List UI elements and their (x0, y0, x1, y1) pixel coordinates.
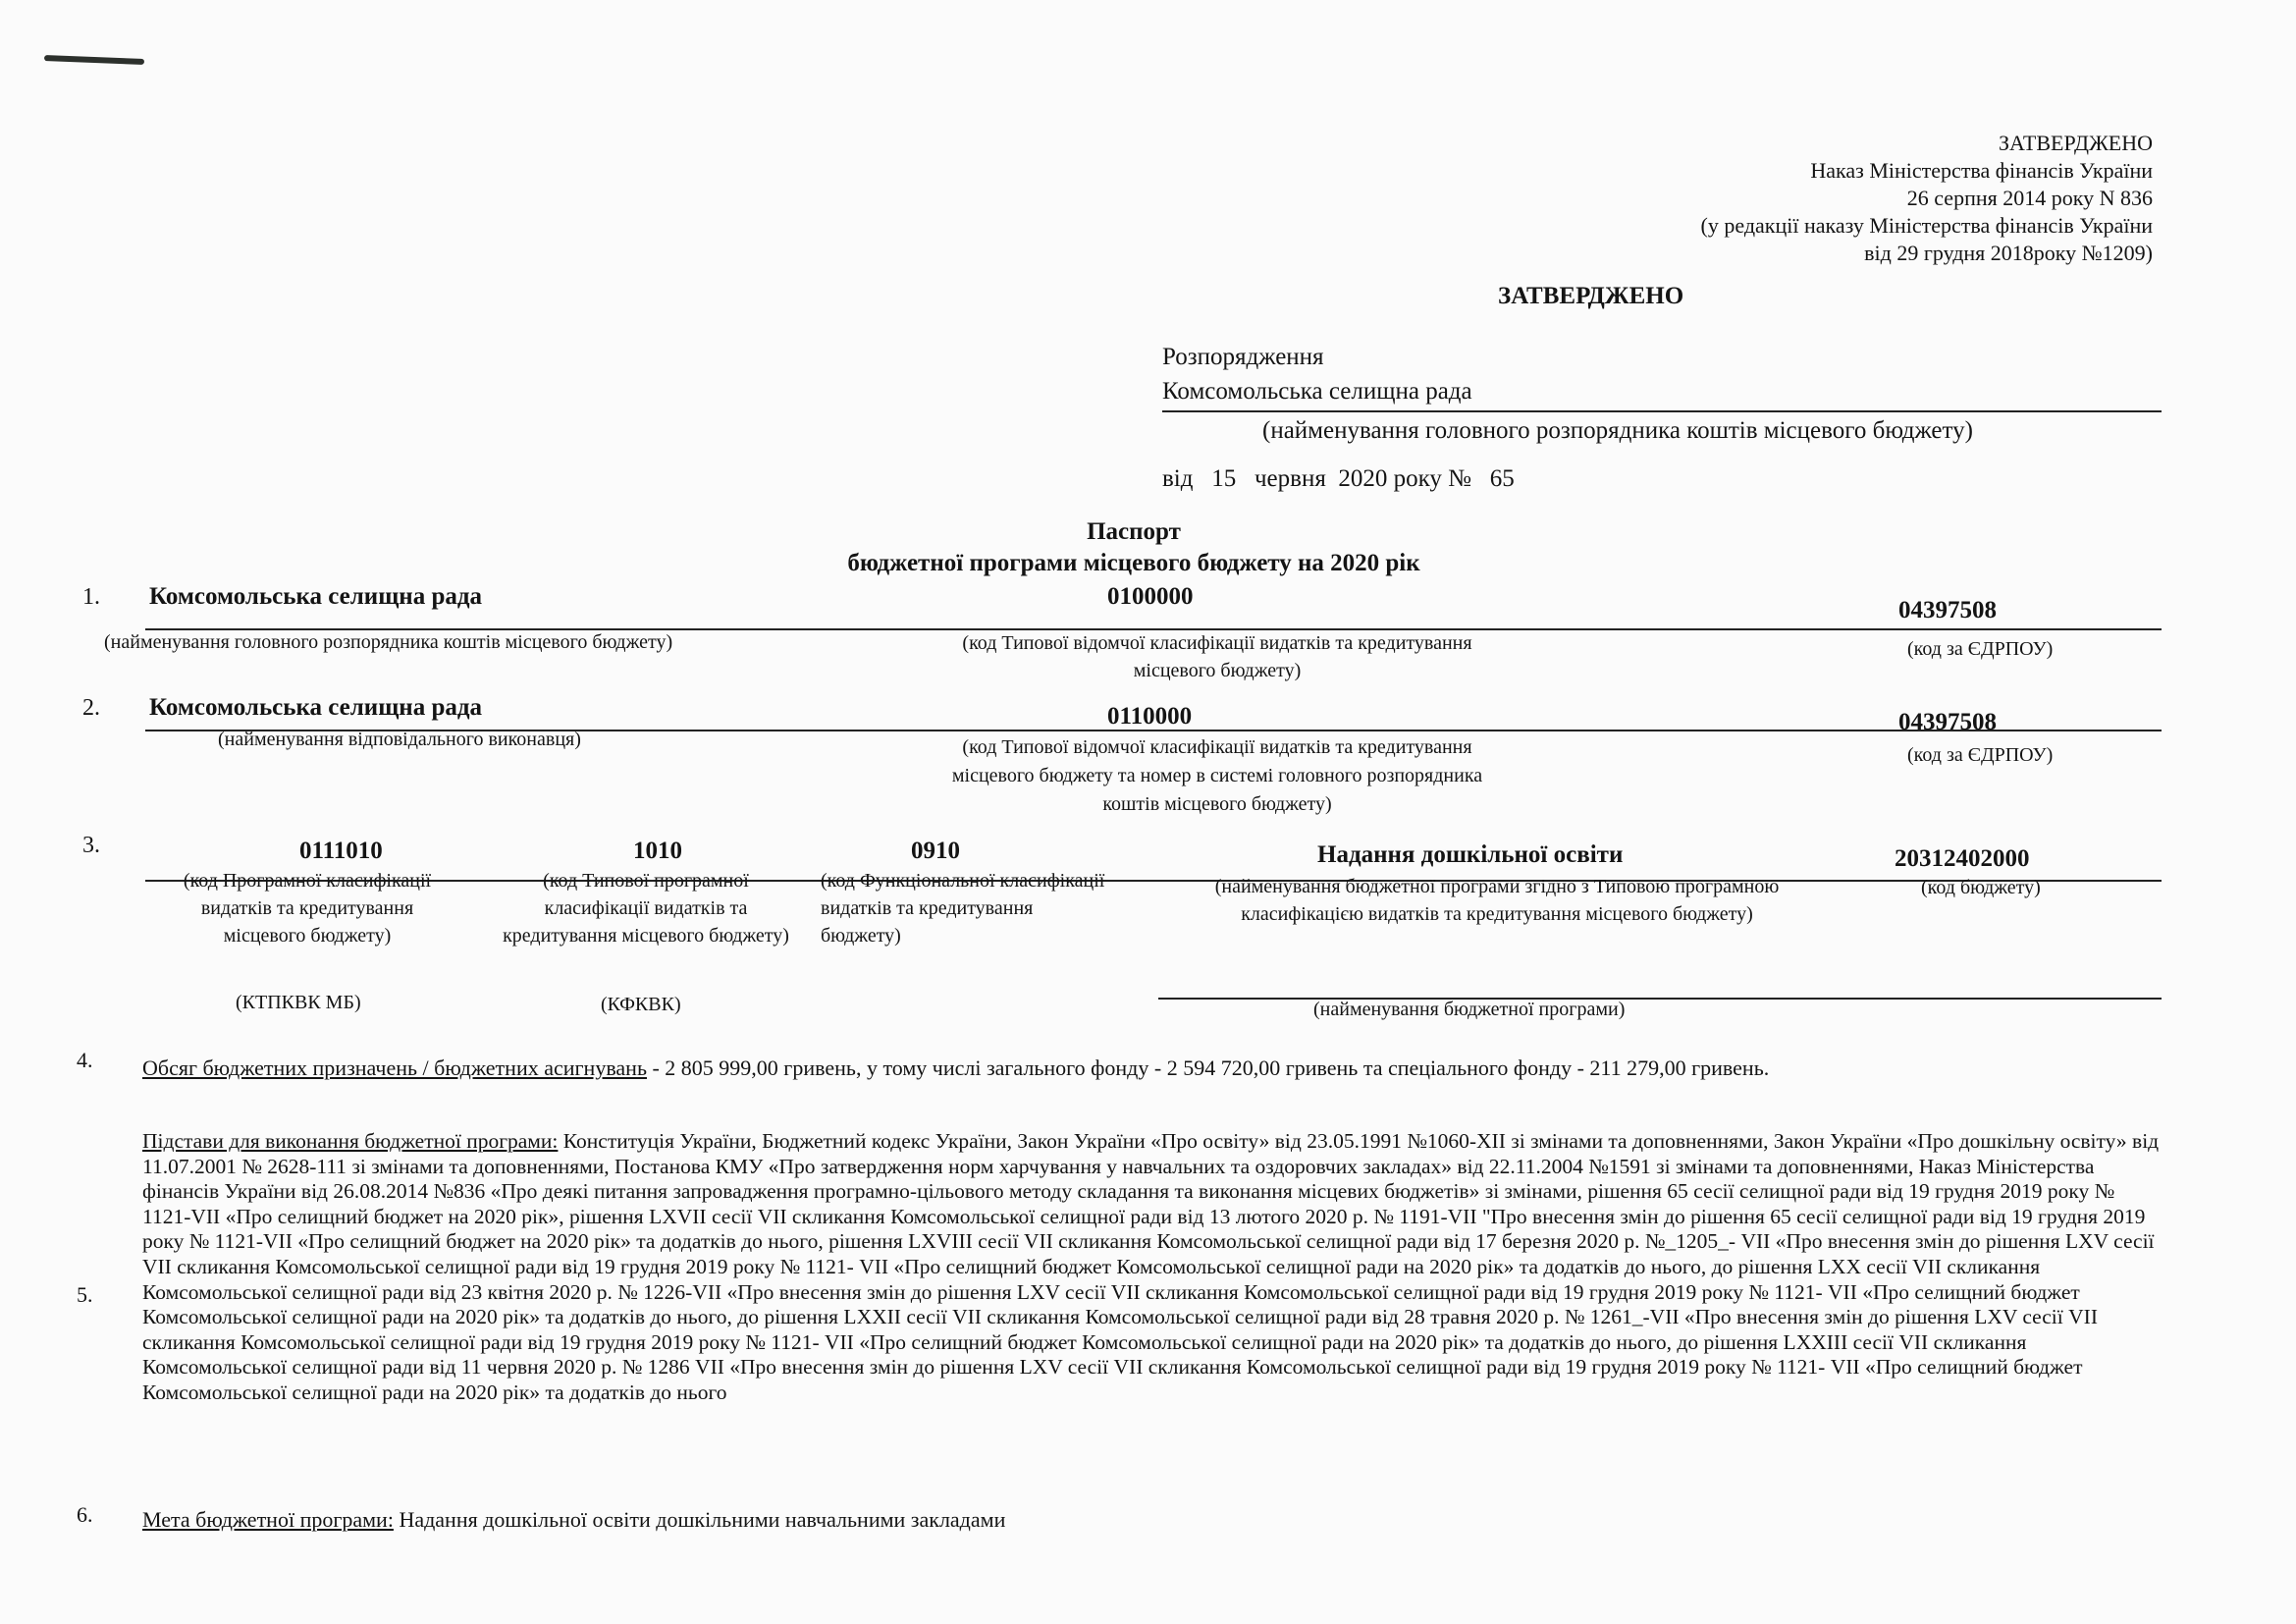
item-1-edrpou-caption: (код за ЄДРПОУ) (1907, 638, 2054, 660)
stamp-line-4: (у редакції наказу Міністерства фінансів України (1700, 213, 2153, 238)
item-2-edrpou-caption: (код за ЄДРПОУ) (1907, 744, 2054, 766)
order-day: 15 (1211, 465, 1237, 492)
item-2-code-caption-1: (код Типової відомчої класифікації видатків та кредитування (962, 736, 1472, 758)
item-1-line (145, 628, 2162, 630)
passport-title: Паспорт (1087, 518, 1181, 545)
item-3-kpkvk: 0111010 (299, 838, 383, 864)
item-3-program-caption-1: (найменування бюджетної програми згідно з Типовою програмною (1214, 876, 1780, 897)
item-3-kpkvk-caption-2: видатків та кредитування (200, 897, 414, 919)
item-4-number: 4. (77, 1048, 93, 1072)
item-3-program-name: Надання дошкільної освіти (1317, 841, 1624, 868)
item-5-label: Підстави для виконання бюджетної програми: (142, 1129, 559, 1153)
order-title: ЗАТВЕРДЖЕНО (1498, 283, 1684, 309)
item-4-label: Обсяг бюджетних призначень / бюджетних асигнувань (142, 1056, 647, 1080)
item-3-program-caption-2: класифікацією видатків та кредитування місцевого бюджету) (1241, 903, 1753, 925)
item-3-number: 3. (82, 833, 100, 858)
order-number: 65 (1489, 465, 1515, 492)
item-2-code-caption-2: місцевого бюджету та номер в системі головного розпорядника (951, 765, 1483, 786)
item-6-body (142, 1507, 1005, 1533)
item-3-kpkvk-abbr: (КТПКВК МБ) (236, 992, 361, 1013)
stamp-line-3: 26 серпня 2014 року N 836 (1906, 186, 2153, 210)
item-1-name: Комсомольська селищна рада (149, 583, 483, 610)
item-2-name: Комсомольська селищна рада (149, 694, 483, 721)
item-2-code-caption-3: коштів місцевого бюджету) (1102, 793, 1332, 815)
item-4-body (142, 1056, 1769, 1081)
item-2-name-caption: (найменування відповідального виконавця) (218, 729, 581, 750)
item-2-edrpou: 04397508 (1898, 709, 1997, 735)
item-1-name-caption: (найменування головного розпорядника коштів місцевого бюджету) (104, 631, 673, 653)
item-3-kfkvk-abbr: (КФКВК) (601, 994, 681, 1015)
item-5-text: Конституція України, Бюджетний кодекс України, Закон України «Про освіту» від 23.05.1991 №1060-XII зі змінами та доповненнями, Закон України «Про дошкільну освіту» від 11.07.2001 № 2628-111 зі змінами та доповненнями, Постанова КМУ «Про затвердження норм харчування у навчальних та оздоровчих закладах» від 22.11.2004 №1591 зі змінами та доповненнями, Наказ Міністерства фінансів України від 26.08.2014 №836 «Про деякі питання запровадження програмно-цільового методу складання та виконання місцевих бюджетів» зі змінами, рішення 65 сесії селищної ради від 19 грудня 2019 року № 1121-VII «Про селищний бюджет на 2020 рік», рішення LXVII сесії VII скликання Комсомольської селищної ради від 13 лютого 2020 р. № 1191-VII "Про внесення змін до рішення 65 сесії селищної ради від 19 грудня 2019 року № 1121-VII «Про селищний бюджет на 2020 рік» та додатків до нього, рішення LXVIII сесії VII скликання Комсомольської селищної ради від 17 березня 2020 р. №_1205_- VII «Про внесення змін до рішення LXV сесії VII скликання Комсомольської селищної ради від 19 грудня 2019 року № 1121- VII «Про селищний бюджет Комсомольської селищної ради на 2020 рік» та додатків до нього, до рішення LXX сесії VII скликання Комсомольської селищної ради від 23 квітня 2020 р. № 1226-VII «Про внесення змін до рішення LXV сесії VII скликання Комсомольської селищної ради від 19 грудня 2019 року № 1121- VII «Про селищний бюджет Комсомольської селищної ради на 2020 рік» та додатків до нього, до рішення LXXII сесії VII скликання Комсомольської селищної ради від 28 травня 2020 р. № 1261_-VII «Про внесення змін до рішення LXV сесії VII скликання Комсомольської селищної ради від 19 грудня 2019 року № 1121- VII «Про селищний бюджет Комсомольської селищної ради на 2020 рік» та додатків до нього, до рішення LXXIII сесії VII скликання Комсомольської селищної ради від 11 червня 2020 р. № 1286 VII «Про внесення змін до рішення LXV сесії VII скликання Комсомольської селищної ради від 19 грудня 2019 року № 1121- VII «Про селищний бюджет Комсомольської селищної ради на 2020 рік» та додатків до нього (142, 1129, 2160, 1404)
stamp-line-2: Наказ Міністерства фінансів України (1810, 158, 2153, 183)
item-5-body (142, 1129, 2164, 1406)
order-org-line (1162, 410, 2162, 412)
item-1-number: 1. (82, 584, 100, 610)
order-month: червня (1254, 465, 1326, 492)
item-2-code: 0110000 (1107, 703, 1193, 730)
item-1-code-caption-2: місцевого бюджету) (1133, 660, 1302, 681)
pen-stroke-mark (44, 55, 144, 65)
item-1-code-caption-1: (код Типової відомчої класифікації видатків та кредитування (962, 632, 1472, 654)
item-6-text: Надання дошкільної освіти дошкільними навчальними закладами (393, 1507, 1006, 1532)
item-3-kfkvk: 1010 (633, 838, 682, 864)
order-date-prefix: від (1162, 465, 1194, 492)
stamp-line-5: від 29 грудня 2018року №1209) (1864, 241, 2153, 265)
order-organization: Комсомольська селищна рада (1162, 378, 1472, 405)
item-4-text: - 2 805 999,00 гривень, у тому числі загального фонду - 2 594 720,00 гривень та спеціального фонду - 211 279,00 гривень. (646, 1056, 1770, 1080)
order-year: 2020 року № (1338, 465, 1471, 492)
item-3-kfkvk-caption-3: кредитування місцевого бюджету) (503, 925, 789, 947)
item-1-edrpou: 04397508 (1898, 597, 1997, 623)
item-3-func-caption-2: видатків та кредитування (821, 897, 1034, 919)
order-doc-type: Розпорядження (1162, 344, 1324, 370)
stamp-line-1: ЗАТВЕРДЖЕНО (1998, 131, 2153, 155)
item-2-number: 2. (82, 695, 100, 721)
passport-subtitle: бюджетної програми місцевого бюджету на 2020 рік (847, 550, 1420, 576)
order-org-caption: (найменування головного розпорядника коштів місцевого бюджету) (1262, 417, 1973, 444)
item-6-number: 6. (77, 1502, 93, 1527)
item-3-kfkvk-caption-2: класифікації видатків та (544, 897, 748, 919)
item-3-kpkvk-caption-3: місцевого бюджету) (223, 925, 392, 947)
item-1-code: 0100000 (1107, 583, 1194, 610)
item-3-func: 0910 (911, 838, 960, 864)
item-3-func-caption-3: бюджету) (821, 925, 901, 947)
item-3-budget-code: 20312402000 (1895, 845, 2030, 872)
item-3-budget-caption: (код бюджету) (1921, 877, 2041, 898)
item-3-program-line (1158, 998, 2162, 1000)
item-3-program-caption-3: (найменування бюджетної програми) (1313, 999, 1626, 1020)
item-3-func-caption-1: (код Функціональної класифікації (821, 870, 1105, 892)
item-6-label: Мета бюджетної програми: (142, 1507, 394, 1532)
item-3-kfkvk-caption-1: (код Типової програмної (543, 870, 749, 892)
item-5-number: 5. (77, 1282, 93, 1307)
order-date (1162, 465, 1515, 493)
item-3-kpkvk-caption-1: (код Програмної класифікації (183, 870, 432, 892)
